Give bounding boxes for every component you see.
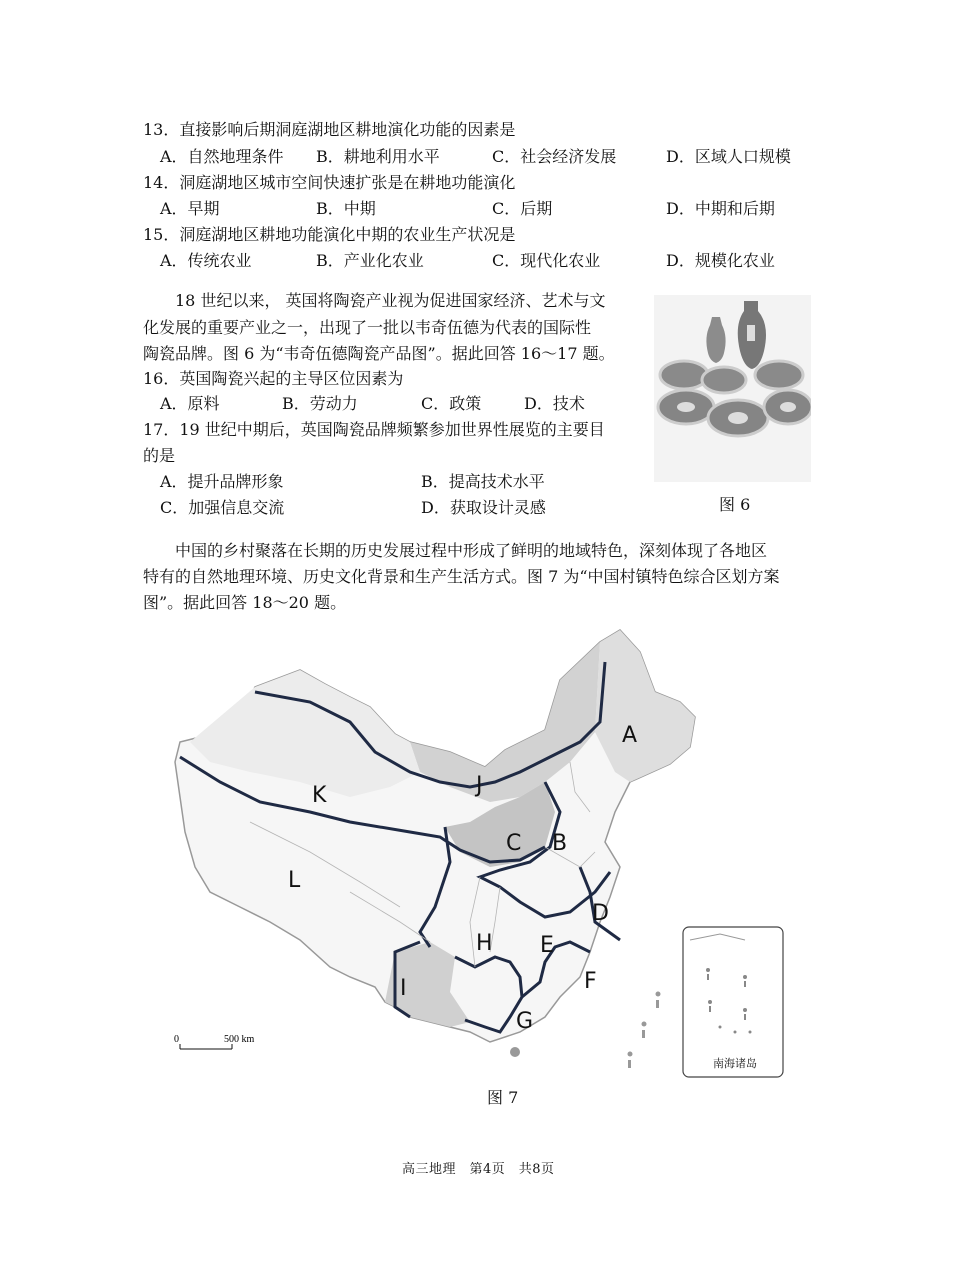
intro18-line1: 中国的乡村聚落在长期的历史发展过程中形成了鲜明的地域特色，深刻体现了各地区 [175,541,768,560]
q16-option-b: B．劳动力 [282,394,358,413]
figure-7-caption: 图 7 [487,1088,519,1107]
intro18-line3: 图”。据此回答 18～20 题。 [143,593,347,612]
q13-option-b: B．耕地利用水平 [316,147,440,166]
intro16-line1: 18 世纪以来， 英国将陶瓷产业视为促进国家经济、艺术与文 [175,291,606,310]
figure-6-caption: 图 6 [719,495,751,514]
plate-icon [702,367,746,393]
inset-label: 南海诸岛 [713,1057,757,1070]
scale-label: 500 km [224,1034,255,1045]
region-a-shade [595,630,695,782]
region-label-h: H [476,931,493,956]
scale-bar [174,1034,255,1049]
q17-stem-line2: 的是 [143,446,176,465]
figure-7-china-map [150,622,800,1082]
intro16-line2: 化发展的重要产业之一，出现了一批以韦奇伍德为代表的国际性 [143,318,592,337]
q15-option-b: B．产业化农业 [316,251,424,270]
q15-option-a: A．传统农业 [160,251,252,270]
plate-icon [660,361,708,389]
intro16-line3: 陶瓷品牌。图 6 为“韦奇伍德陶瓷产品图”。据此回答 16～17 题。 [143,344,615,363]
region-label-d: D [592,901,609,926]
plate-icon [755,361,803,389]
q16-option-a: A．原料 [160,394,220,413]
scale-zero: 0 [174,1034,179,1045]
region-label-j: J [476,773,483,798]
q14-option-c: C．后期 [492,199,553,218]
region-label-k: K [312,783,327,808]
q15-stem: 15．洞庭湖地区耕地功能演化中期的农业生产状况是 [143,225,516,244]
q17-option-a: A．提升品牌形象 [160,472,284,491]
south-china-sea-inset [683,927,783,1077]
q14-option-b: B．中期 [316,199,376,218]
q16-option-d: D．技术 [524,394,585,413]
q17-option-c: C．加强信息交流 [160,498,285,517]
intro18-line2: 特有的自然地理环境、历史文化背景和生产生活方式。图 7 为“中国村镇特色综合区划方案 [143,567,780,586]
region-label-b: B [552,831,568,856]
q17-option-b: B．提高技术水平 [421,472,545,491]
q13-option-c: C．社会经济发展 [492,147,617,166]
q17-stem-line1: 17．19 世纪中期后，英国陶瓷品牌频繁参加世界性展览的主要目 [143,420,605,439]
region-label-e: E [540,933,554,958]
region-label-c: C [506,831,522,856]
region-label-g: G [516,1009,534,1034]
figure-6-ceramics-photo [654,295,811,482]
q17-option-d: D．获取设计灵感 [421,498,546,517]
q15-option-d: D．规模化农业 [666,251,775,270]
q13-option-a: A．自然地理条件 [160,147,284,166]
china-zoning-map [150,622,800,1082]
q16-stem: 16．英国陶瓷兴起的主导区位因素为 [143,369,404,388]
q13-option-d: D．区域人口规模 [666,147,791,166]
ceramics-illustration [654,295,811,482]
q13-stem: 13．直接影响后期洞庭湖地区耕地演化功能的因素是 [143,120,516,139]
q14-option-d: D．中期和后期 [666,199,775,218]
region-label-i: I [400,976,407,1001]
region-label-f: F [584,969,597,994]
q14-stem: 14．洞庭湖地区城市空间快速扩张是在耕地功能演化 [143,173,516,192]
q14-option-a: A．早期 [160,199,220,218]
region-label-a: A [622,723,638,748]
region-label-l: L [288,868,301,893]
page-footer: 高三地理 第4页 共8页 [402,1162,555,1177]
q16-option-c: C．政策 [421,394,482,413]
q15-option-c: C．现代化农业 [492,251,601,270]
